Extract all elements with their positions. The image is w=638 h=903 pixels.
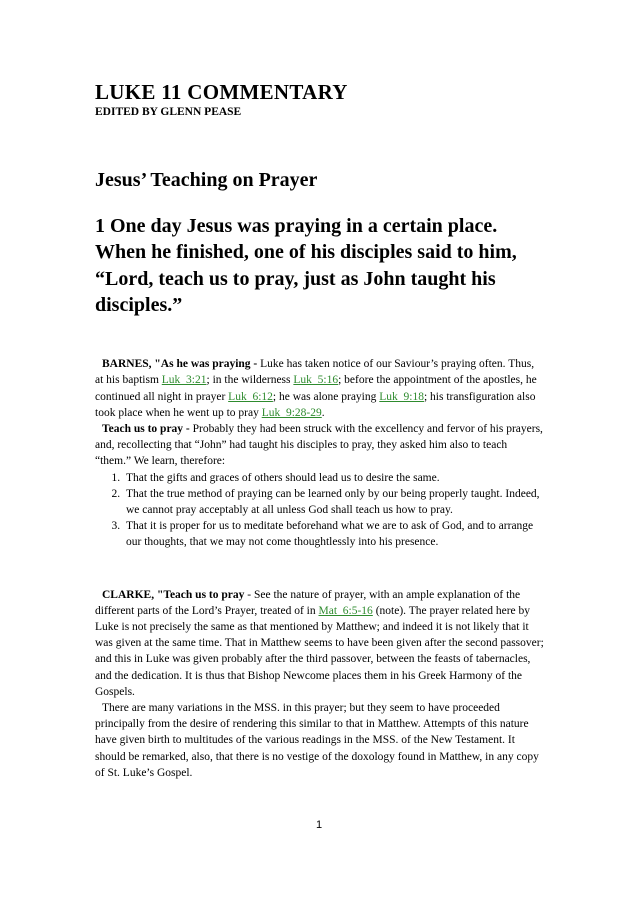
section-heading: Jesus’ Teaching on Prayer [95,169,318,191]
barnes-lead: BARNES, "As he was praying - [102,358,258,371]
editor-line: EDITED BY GLENN PEASE [95,106,242,118]
document-page [95,80,545,781]
clarke-commentary [95,587,545,781]
barnes-text-1: Luke has taken notice of our Saviour’s praying often. Thus, at his baptism [95,358,535,387]
barnes-text-2: ; in the wilderness [206,374,294,387]
barnes-text-6: . [321,406,325,419]
barnes-text-4: ; he was alone praying [272,390,380,403]
barnes-text-5: ; his transfiguration also took place when he went up to pray [95,390,536,419]
clarke-paragraph-2: There are many variations in the MSS. in this prayer; but they seem to have proceeded principally from the desire of rendering this similar to that in Matthew. Attempts of this nature have given birth to multitudes of the various readings in the MSS. of the New Testament. It should be remarked, also, that there is no vestige of the doxology found in Matthew, in any copy of St. Luke’s Gospel. [95,702,539,779]
ref-link-mat-6-5[interactable]: Mat_6:5-16 [318,604,373,617]
list-item: 1. That the gifts and graces of others should lead us to desire the same. [123,470,545,486]
clarke-lead: CLARKE, "Teach us to pray [102,588,245,601]
barnes-text-3: ; before the appointment of the apostles, he continued all night in prayer [95,374,537,403]
ref-link-luk-6-12[interactable]: Luk_6:12 [228,390,273,403]
list-item: 3. That it is proper for us to meditate beforehand what we are to ask of God, and to arrange our thoughts, that we may not come thoughtlessly into his presence. [123,518,545,550]
verse-text: 1 One day Jesus was praying in a certain place. When he finished, one of his disciples said to him, “Lord, teach us to pray, just as John taught his disciples.” [95,215,517,316]
clarke-text-1: - See the nature of prayer, with an ample explanation of the different parts of the Lord’s Prayer, treated of in [95,588,521,617]
clarke-text-2: (note). The prayer related here by Luke is not precisely the same as that mentioned by Matthew; and indeed it is not likely that it was given at the same time. That in Matthew seems to have been given after the second passover; and this in Luke was given probably after the third passover, between the feasts of tabernacles, and the dedication. It is thus that Bishop Newcome places them in his Greek Harmony of the Gospels. [95,604,544,698]
ref-link-luk-3-21[interactable]: Luk_3:21 [161,374,207,387]
list-item: 2. That the true method of praying can be learned only by our being properly taught. Indeed, we cannot pray acceptably at all unless God shall teach us how to pray. [123,486,545,518]
clarke-paragraph-1 [95,587,545,700]
document-title: LUKE 11 COMMENTARY [95,80,348,104]
barnes-list [95,470,545,551]
ref-link-luk-9-28[interactable]: Luk_9:28-29 [261,406,322,419]
ref-link-luk-9-18[interactable]: Luk_9:18 [379,390,424,403]
barnes-paragraph-1 [95,356,545,421]
page-number: 1 [315,819,323,831]
barnes-commentary [95,356,545,550]
barnes-text-7: Probably they had been struck with the excellency and fervor of his prayers, and, recollecting that “John” had taught his disciples to pray, they asked him also to teach “them.” We learn, therefore: [95,423,543,468]
barnes-lead-2: Teach us to pray - [102,423,190,435]
ref-link-luk-5-16[interactable]: Luk_5:16 [293,374,339,387]
barnes-paragraph-2 [95,421,545,470]
